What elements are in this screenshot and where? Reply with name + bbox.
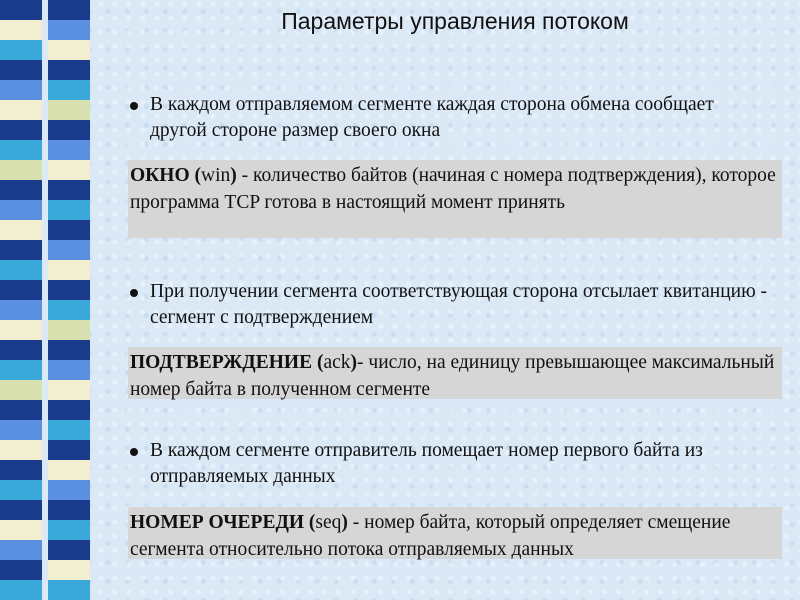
definition-abbr: ack bbox=[323, 352, 351, 373]
stripe-segment bbox=[0, 160, 90, 180]
definition-box-seq bbox=[128, 507, 782, 559]
stripe-segment bbox=[0, 340, 90, 360]
stripe-segment bbox=[0, 120, 90, 140]
definition-abbr: win bbox=[201, 165, 231, 186]
stripe-segment bbox=[0, 240, 90, 260]
stripe-segment bbox=[0, 380, 90, 400]
stripe-segment bbox=[0, 360, 90, 380]
stripe-segment bbox=[0, 60, 90, 80]
slide-title: Параметры управления потоком bbox=[281, 8, 629, 34]
stripe-segment bbox=[0, 520, 90, 540]
definition-term: ОКНО ( bbox=[130, 165, 202, 186]
decorative-stripe-bar bbox=[0, 0, 90, 600]
definition-text: - количество байтов (начиная с номера подтверждения), которое программа TCP готова в настоящий момент принять bbox=[130, 165, 776, 213]
stripe-segment bbox=[0, 460, 90, 480]
stripe-segment bbox=[0, 580, 90, 600]
definition-abbr: seq bbox=[315, 512, 342, 533]
stripe-segment bbox=[0, 140, 90, 160]
bullet-dot-icon bbox=[130, 448, 138, 456]
stripe-segment bbox=[0, 420, 90, 440]
bullet-text: В каждом отправляемом сегменте каждая сторона обмена сообщает другой стороне размер своего окна bbox=[150, 94, 714, 141]
definition-text: - номер байта, который определяет смещение сегмента относительно потока отправляемых данных bbox=[130, 512, 731, 560]
bullet-item-window bbox=[130, 92, 770, 144]
stripe-segment bbox=[0, 560, 90, 580]
stripe-segment bbox=[0, 80, 90, 100]
stripe-segment bbox=[0, 100, 90, 120]
stripe-segment bbox=[0, 400, 90, 420]
bullet-item-seq bbox=[130, 438, 770, 490]
stripe-segment bbox=[0, 320, 90, 340]
stripe-segment bbox=[0, 280, 90, 300]
stripe-segment bbox=[0, 300, 90, 320]
stripe-segment bbox=[0, 220, 90, 240]
bullet-text: При получении сегмента соответствующая сторона отсылает квитанцию - сегмент с подтверждением bbox=[150, 281, 768, 328]
definition-term-close: ) bbox=[230, 165, 237, 186]
stripe-segment bbox=[0, 20, 90, 40]
definition-text: - число, на единицу превышающее максимальный номер байта в полученном сегменте bbox=[130, 352, 775, 400]
stripe-segment bbox=[0, 540, 90, 560]
bullet-item-ack bbox=[130, 279, 770, 331]
definition-term-close: ) bbox=[350, 352, 358, 373]
stripe-segment bbox=[0, 0, 90, 20]
definition-term: НОМЕР ОЧЕРЕДИ ( bbox=[130, 512, 316, 533]
definition-term: ПОДТВЕРЖДЕНИЕ ( bbox=[130, 352, 324, 373]
stripe-segment bbox=[0, 200, 90, 220]
stripe-segment bbox=[0, 180, 90, 200]
stripe-segment bbox=[0, 480, 90, 500]
definition-box-ack bbox=[128, 347, 782, 399]
definition-term-close: ) bbox=[341, 512, 348, 533]
bullet-dot-icon bbox=[130, 102, 138, 110]
stripe-segment bbox=[0, 500, 90, 520]
bullet-dot-icon bbox=[130, 289, 138, 297]
stripe-segment bbox=[0, 440, 90, 460]
stripe-segment bbox=[0, 260, 90, 280]
bullet-text: В каждом сегменте отправитель помещает номер первого байта из отправляемых данных bbox=[150, 440, 703, 487]
stripe-segment bbox=[0, 40, 90, 60]
definition-box-window bbox=[128, 160, 782, 238]
